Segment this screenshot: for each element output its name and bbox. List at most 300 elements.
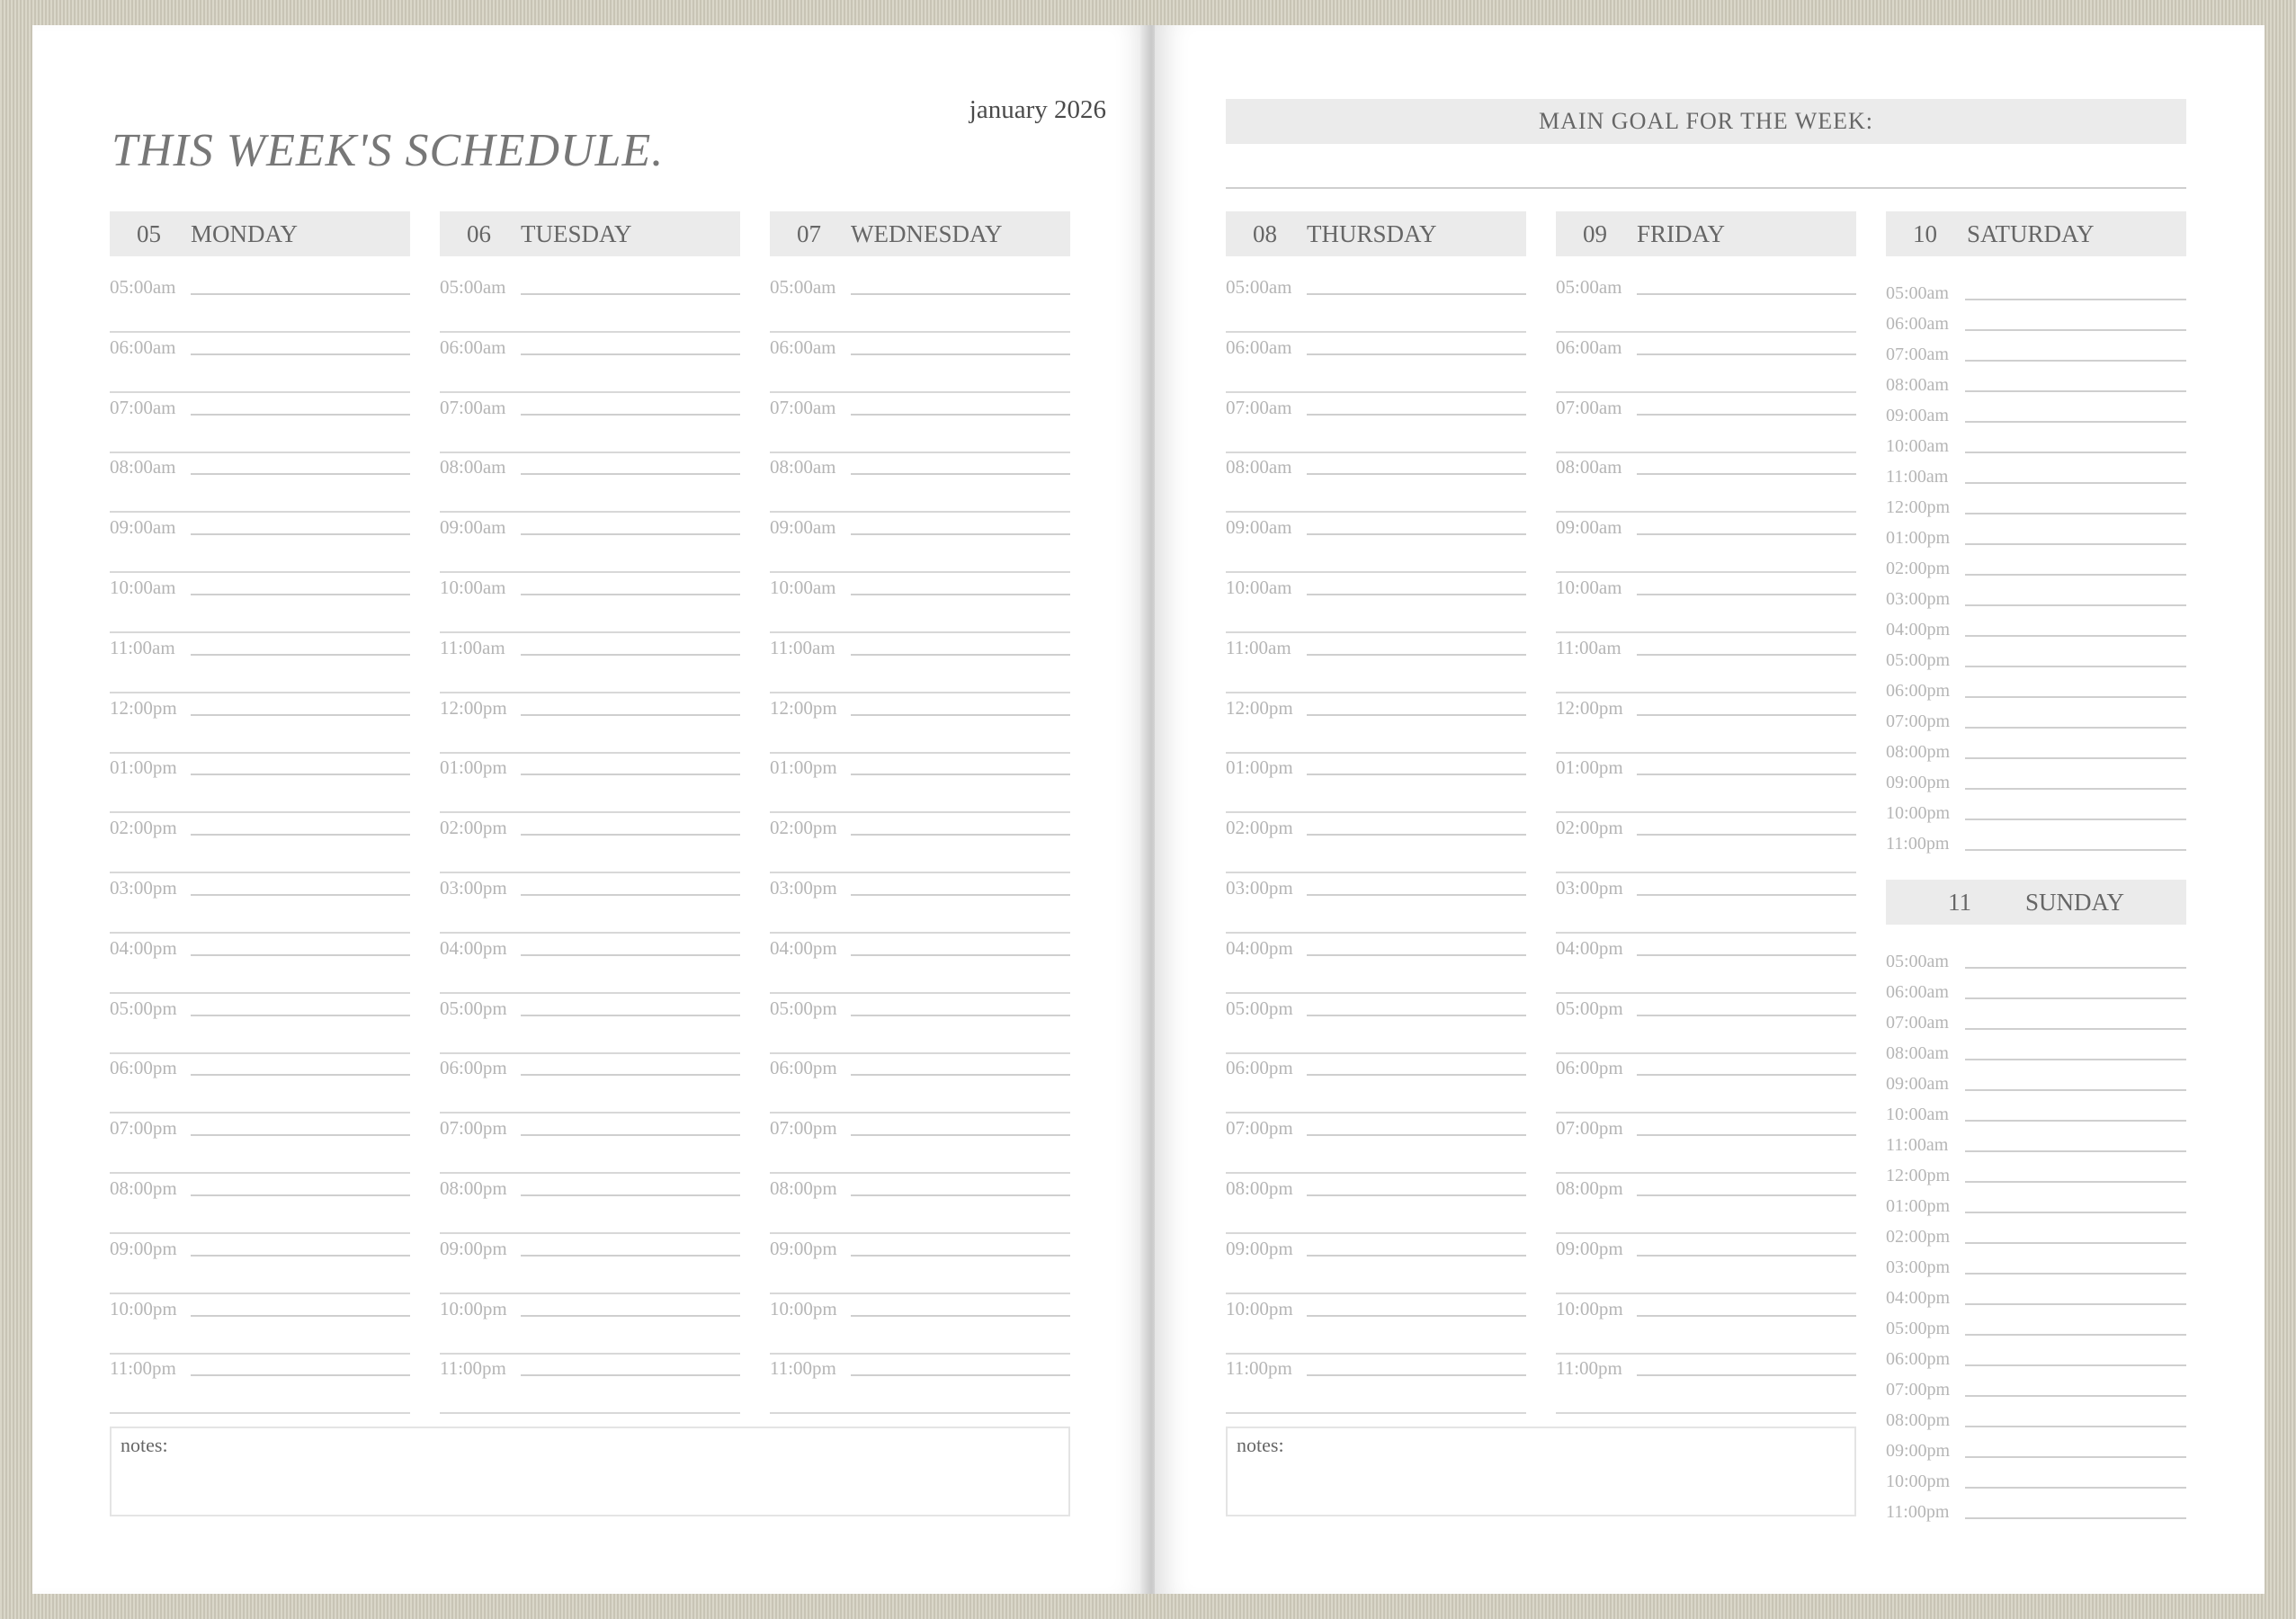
time-label: 07:00pm xyxy=(110,1119,181,1138)
writing-line[interactable] xyxy=(1556,1412,1856,1414)
time-label: 05:00pm xyxy=(1226,999,1297,1018)
writing-line[interactable] xyxy=(521,834,740,836)
writing-line[interactable] xyxy=(1307,894,1526,896)
writing-line[interactable] xyxy=(521,1315,740,1317)
time-label: 07:00pm xyxy=(1226,1119,1297,1138)
writing-line[interactable] xyxy=(1556,811,1856,813)
time-label: 06:00pm xyxy=(1886,682,1953,700)
writing-line[interactable] xyxy=(1307,1194,1526,1196)
writing-line[interactable] xyxy=(770,452,1070,453)
writing-line[interactable] xyxy=(1307,774,1526,775)
writing-line[interactable] xyxy=(191,894,410,896)
time-label: 05:00pm xyxy=(770,999,841,1018)
writing-line[interactable] xyxy=(1637,1374,1856,1376)
writing-line[interactable] xyxy=(770,1353,1070,1355)
time-label: 05:00pm xyxy=(1886,651,1953,669)
notes-box[interactable] xyxy=(1226,1427,1856,1516)
writing-line[interactable] xyxy=(1637,293,1856,295)
time-label: 09:00pm xyxy=(770,1239,841,1258)
time-label: 11:00pm xyxy=(1886,1503,1952,1521)
writing-line[interactable] xyxy=(770,1172,1070,1174)
writing-line[interactable] xyxy=(1556,1232,1856,1234)
writing-line[interactable] xyxy=(191,1315,410,1317)
writing-line[interactable] xyxy=(1307,293,1526,295)
writing-line[interactable] xyxy=(1307,1074,1526,1076)
writing-line[interactable] xyxy=(521,1134,740,1136)
writing-line[interactable] xyxy=(1556,571,1856,573)
writing-line[interactable] xyxy=(851,714,1070,716)
time-label: 06:00am xyxy=(1556,338,1626,357)
writing-line[interactable] xyxy=(1965,1028,2186,1030)
writing-line[interactable] xyxy=(110,452,410,453)
writing-line[interactable] xyxy=(440,872,740,873)
writing-line[interactable] xyxy=(851,414,1070,416)
writing-line[interactable] xyxy=(440,811,740,813)
writing-line[interactable] xyxy=(851,1074,1070,1076)
writing-line[interactable] xyxy=(521,533,740,535)
writing-line[interactable] xyxy=(1307,714,1526,716)
time-label: 11:00am xyxy=(1556,639,1625,657)
writing-line[interactable] xyxy=(770,331,1070,333)
writing-line[interactable] xyxy=(521,1374,740,1376)
time-label: 01:00pm xyxy=(110,758,181,777)
writing-line[interactable] xyxy=(1637,654,1856,656)
time-label: 09:00pm xyxy=(1556,1239,1627,1258)
writing-line[interactable] xyxy=(1637,774,1856,775)
writing-line[interactable] xyxy=(191,1374,410,1376)
writing-line[interactable] xyxy=(440,1172,740,1174)
writing-line[interactable] xyxy=(440,752,740,754)
writing-line[interactable] xyxy=(521,353,740,355)
writing-line[interactable] xyxy=(1637,1255,1856,1257)
writing-line[interactable] xyxy=(770,571,1070,573)
writing-line[interactable] xyxy=(1226,331,1526,333)
time-label: 02:00pm xyxy=(1556,818,1627,837)
writing-line[interactable] xyxy=(1637,834,1856,836)
writing-line[interactable] xyxy=(110,1052,410,1054)
writing-line[interactable] xyxy=(110,752,410,754)
time-label: 07:00am xyxy=(1886,1014,1952,1032)
writing-line[interactable] xyxy=(521,414,740,416)
writing-line[interactable] xyxy=(1307,533,1526,535)
writing-line[interactable] xyxy=(440,452,740,453)
writing-line[interactable] xyxy=(1637,1074,1856,1076)
writing-line[interactable] xyxy=(770,811,1070,813)
writing-line[interactable] xyxy=(851,654,1070,656)
time-label: 10:00am xyxy=(1886,1105,1952,1123)
writing-line[interactable] xyxy=(1556,1112,1856,1114)
writing-line[interactable] xyxy=(1226,811,1526,813)
writing-line[interactable] xyxy=(851,834,1070,836)
writing-line[interactable] xyxy=(1637,714,1856,716)
writing-line[interactable] xyxy=(770,692,1070,693)
time-label: 05:00am xyxy=(440,278,510,297)
time-label: 10:00am xyxy=(110,578,180,597)
time-label: 11:00pm xyxy=(1556,1359,1626,1378)
time-label: 12:00pm xyxy=(770,699,841,718)
writing-line[interactable] xyxy=(851,774,1070,775)
time-label: 12:00pm xyxy=(1556,699,1627,718)
writing-line[interactable] xyxy=(1226,571,1526,573)
writing-line[interactable] xyxy=(1556,992,1856,994)
day-number: 11 xyxy=(1947,888,1971,916)
writing-line[interactable] xyxy=(1965,1150,2186,1152)
writing-line[interactable] xyxy=(191,1015,410,1016)
time-label: 08:00am xyxy=(1886,1044,1952,1062)
writing-line[interactable] xyxy=(110,631,410,633)
writing-line[interactable] xyxy=(1307,1374,1526,1376)
writing-line[interactable] xyxy=(1556,692,1856,693)
time-label: 01:00pm xyxy=(1886,529,1953,547)
time-label: 07:00pm xyxy=(1886,1381,1953,1399)
writing-line[interactable] xyxy=(440,1232,740,1234)
writing-line[interactable] xyxy=(1226,631,1526,633)
time-label: 02:00pm xyxy=(770,818,841,837)
time-label: 10:00pm xyxy=(1226,1300,1297,1319)
writing-line[interactable] xyxy=(1307,1134,1526,1136)
writing-line[interactable] xyxy=(521,774,740,775)
writing-line[interactable] xyxy=(440,571,740,573)
writing-line[interactable] xyxy=(440,692,740,693)
writing-line[interactable] xyxy=(191,654,410,656)
writing-line[interactable] xyxy=(440,1353,740,1355)
writing-line[interactable] xyxy=(1226,1293,1526,1294)
writing-line[interactable] xyxy=(440,1052,740,1054)
writing-line[interactable] xyxy=(110,391,410,393)
writing-line[interactable] xyxy=(1226,511,1526,513)
writing-line[interactable] xyxy=(770,872,1070,873)
writing-line[interactable] xyxy=(440,932,740,934)
writing-line[interactable] xyxy=(851,533,1070,535)
day-name: FRIDAY xyxy=(1637,219,1726,247)
writing-line[interactable] xyxy=(1965,1242,2186,1244)
writing-line[interactable] xyxy=(851,1134,1070,1136)
writing-line[interactable] xyxy=(1965,1426,2186,1427)
writing-line[interactable] xyxy=(191,1255,410,1257)
writing-line[interactable] xyxy=(1965,997,2186,999)
writing-line[interactable] xyxy=(851,1194,1070,1196)
writing-line[interactable] xyxy=(1965,1059,2186,1060)
writing-line[interactable] xyxy=(1637,594,1856,595)
writing-line[interactable] xyxy=(521,293,740,295)
writing-line[interactable] xyxy=(191,293,410,295)
time-label: 08:00am xyxy=(770,458,840,477)
writing-line[interactable] xyxy=(1556,511,1856,513)
time-label: 11:00pm xyxy=(440,1359,510,1378)
time-label: 11:00am xyxy=(1886,1136,1952,1154)
writing-line[interactable] xyxy=(1965,1273,2186,1275)
writing-line[interactable] xyxy=(1637,1015,1856,1016)
schedule-column-friday xyxy=(1556,25,1856,1464)
time-label: 04:00pm xyxy=(770,939,841,958)
month-label: january 2026 xyxy=(969,95,1106,124)
writing-line[interactable] xyxy=(110,1293,410,1294)
writing-line[interactable] xyxy=(1226,932,1526,934)
writing-line[interactable] xyxy=(1965,1395,2186,1397)
time-label: 05:00am xyxy=(110,278,180,297)
time-label: 05:00am xyxy=(770,278,840,297)
writing-line[interactable] xyxy=(110,811,410,813)
writing-line[interactable] xyxy=(1965,1120,2186,1122)
writing-line[interactable] xyxy=(440,1112,740,1114)
time-label: 08:00am xyxy=(440,458,510,477)
time-label: 06:00am xyxy=(440,338,510,357)
writing-line[interactable] xyxy=(1637,1315,1856,1317)
writing-line[interactable] xyxy=(521,1074,740,1076)
writing-line[interactable] xyxy=(851,954,1070,956)
time-label: 02:00pm xyxy=(1886,1228,1953,1246)
writing-line[interactable] xyxy=(1556,1293,1856,1294)
writing-line[interactable] xyxy=(1637,1194,1856,1196)
time-label: 10:00am xyxy=(1886,437,1952,455)
writing-line[interactable] xyxy=(191,473,410,475)
writing-line[interactable] xyxy=(851,1315,1070,1317)
time-label: 08:00pm xyxy=(440,1179,511,1198)
time-label: 08:00pm xyxy=(1226,1179,1297,1198)
writing-line[interactable] xyxy=(440,1293,740,1294)
time-label: 10:00pm xyxy=(1886,804,1953,822)
writing-line[interactable] xyxy=(1556,391,1856,393)
writing-line[interactable] xyxy=(521,714,740,716)
writing-line[interactable] xyxy=(521,594,740,595)
time-label: 10:00pm xyxy=(1886,1472,1953,1490)
writing-line[interactable] xyxy=(1307,834,1526,836)
notes-label: notes: xyxy=(121,1434,168,1456)
writing-line[interactable] xyxy=(191,774,410,775)
writing-line[interactable] xyxy=(1965,1181,2186,1183)
time-label: 03:00pm xyxy=(110,879,181,898)
writing-line[interactable] xyxy=(191,533,410,535)
writing-line[interactable] xyxy=(110,571,410,573)
writing-line[interactable] xyxy=(851,1015,1070,1016)
writing-line[interactable] xyxy=(521,654,740,656)
writing-line[interactable] xyxy=(1307,1315,1526,1317)
time-label: 07:00am xyxy=(1556,398,1626,417)
writing-line[interactable] xyxy=(1226,872,1526,873)
writing-line[interactable] xyxy=(1226,692,1526,693)
writing-line[interactable] xyxy=(1556,631,1856,633)
writing-line[interactable] xyxy=(851,473,1070,475)
time-label: 12:00pm xyxy=(440,699,511,718)
writing-line[interactable] xyxy=(521,1194,740,1196)
writing-line[interactable] xyxy=(1965,1212,2186,1213)
time-label: 03:00pm xyxy=(1886,590,1953,608)
writing-line[interactable] xyxy=(521,1255,740,1257)
time-label: 07:00am xyxy=(440,398,510,417)
writing-line[interactable] xyxy=(770,631,1070,633)
writing-line[interactable] xyxy=(770,1052,1070,1054)
writing-line[interactable] xyxy=(851,894,1070,896)
writing-line[interactable] xyxy=(1226,752,1526,754)
writing-line[interactable] xyxy=(851,1255,1070,1257)
writing-line[interactable] xyxy=(1307,1015,1526,1016)
writing-line[interactable] xyxy=(1556,932,1856,934)
writing-line[interactable] xyxy=(110,1172,410,1174)
writing-line[interactable] xyxy=(521,954,740,956)
writing-line[interactable] xyxy=(1965,967,2186,969)
time-label: 03:00pm xyxy=(1556,879,1627,898)
time-label: 11:00am xyxy=(440,639,509,657)
time-label: 11:00pm xyxy=(770,1359,840,1378)
writing-line[interactable] xyxy=(1226,391,1526,393)
writing-line[interactable] xyxy=(1556,872,1856,873)
writing-line[interactable] xyxy=(1307,353,1526,355)
writing-line[interactable] xyxy=(851,353,1070,355)
writing-line[interactable] xyxy=(110,1412,410,1414)
writing-line[interactable] xyxy=(1965,1334,2186,1336)
time-label: 08:00pm xyxy=(1886,743,1953,761)
writing-line[interactable] xyxy=(1556,1052,1856,1054)
writing-line[interactable] xyxy=(770,932,1070,934)
time-label: 02:00pm xyxy=(1886,559,1953,577)
writing-line[interactable] xyxy=(1226,1172,1526,1174)
writing-line[interactable] xyxy=(1226,992,1526,994)
time-label: 06:00pm xyxy=(1556,1059,1627,1078)
writing-line[interactable] xyxy=(1637,894,1856,896)
writing-line[interactable] xyxy=(1556,331,1856,333)
writing-line[interactable] xyxy=(1965,1517,2186,1519)
writing-line[interactable] xyxy=(191,594,410,595)
time-label: 05:00am xyxy=(1886,953,1952,971)
writing-line[interactable] xyxy=(521,473,740,475)
writing-line[interactable] xyxy=(521,1015,740,1016)
time-label: 06:00am xyxy=(1886,983,1952,1001)
writing-line[interactable] xyxy=(1307,954,1526,956)
writing-line[interactable] xyxy=(1556,1172,1856,1174)
time-label: 01:00pm xyxy=(1556,758,1627,777)
time-label: 03:00pm xyxy=(1886,1258,1953,1276)
writing-line[interactable] xyxy=(191,1134,410,1136)
time-label: 01:00pm xyxy=(770,758,841,777)
writing-line[interactable] xyxy=(110,692,410,693)
writing-line[interactable] xyxy=(1226,1353,1526,1355)
writing-line[interactable] xyxy=(1965,1487,2186,1489)
writing-line[interactable] xyxy=(110,992,410,994)
writing-line[interactable] xyxy=(191,714,410,716)
writing-line[interactable] xyxy=(1556,452,1856,453)
time-label: 03:00pm xyxy=(770,879,841,898)
writing-line[interactable] xyxy=(1637,1134,1856,1136)
writing-line[interactable] xyxy=(191,353,410,355)
time-label: 09:00pm xyxy=(1886,774,1953,792)
time-label: 04:00pm xyxy=(1886,621,1953,639)
writing-line[interactable] xyxy=(110,932,410,934)
writing-line[interactable] xyxy=(440,391,740,393)
writing-line[interactable] xyxy=(521,894,740,896)
time-label: 05:00am xyxy=(1886,284,1952,302)
writing-line[interactable] xyxy=(191,414,410,416)
writing-line[interactable] xyxy=(1637,533,1856,535)
writing-line[interactable] xyxy=(770,752,1070,754)
writing-line[interactable] xyxy=(1556,752,1856,754)
time-label: 12:00pm xyxy=(110,699,181,718)
writing-line[interactable] xyxy=(191,834,410,836)
writing-line[interactable] xyxy=(1226,1112,1526,1114)
time-label: 06:00am xyxy=(1226,338,1296,357)
writing-line[interactable] xyxy=(770,1112,1070,1114)
time-label: 06:00pm xyxy=(440,1059,511,1078)
writing-line[interactable] xyxy=(851,1374,1070,1376)
writing-line[interactable] xyxy=(440,511,740,513)
time-label: 09:00am xyxy=(1556,518,1626,537)
writing-line[interactable] xyxy=(440,1412,740,1414)
writing-line[interactable] xyxy=(1637,954,1856,956)
time-label: 07:00pm xyxy=(440,1119,511,1138)
time-label: 06:00pm xyxy=(110,1059,181,1078)
writing-line[interactable] xyxy=(110,511,410,513)
writing-line[interactable] xyxy=(1307,654,1526,656)
writing-line[interactable] xyxy=(110,1232,410,1234)
time-label: 10:00pm xyxy=(1556,1300,1627,1319)
writing-line[interactable] xyxy=(1965,1364,2186,1366)
writing-line[interactable] xyxy=(1965,1303,2186,1305)
writing-line[interactable] xyxy=(770,391,1070,393)
writing-line[interactable] xyxy=(770,1293,1070,1294)
day-name: SATURDAY xyxy=(1967,219,2095,247)
writing-line[interactable] xyxy=(1965,1089,2186,1091)
time-label: 07:00am xyxy=(770,398,840,417)
writing-line[interactable] xyxy=(191,1194,410,1196)
time-label: 05:00am xyxy=(1226,278,1296,297)
time-label: 06:00pm xyxy=(770,1059,841,1078)
time-label: 07:00am xyxy=(110,398,180,417)
schedule-column-tuesday xyxy=(440,25,740,1464)
writing-line[interactable] xyxy=(1307,594,1526,595)
time-label: 12:00pm xyxy=(1886,498,1953,516)
writing-line[interactable] xyxy=(440,331,740,333)
writing-line[interactable] xyxy=(770,1412,1070,1414)
writing-line[interactable] xyxy=(1965,1456,2186,1458)
writing-line[interactable] xyxy=(110,1353,410,1355)
writing-line[interactable] xyxy=(1226,452,1526,453)
writing-line[interactable] xyxy=(770,1232,1070,1234)
writing-line[interactable] xyxy=(191,954,410,956)
writing-line[interactable] xyxy=(110,872,410,873)
time-label: 10:00am xyxy=(770,578,840,597)
time-label: 05:00am xyxy=(1556,278,1626,297)
notes-box[interactable] xyxy=(110,1427,1070,1516)
writing-line[interactable] xyxy=(1556,1353,1856,1355)
writing-line[interactable] xyxy=(1226,1232,1526,1234)
writing-line[interactable] xyxy=(1307,414,1526,416)
schedule-column-monday xyxy=(110,25,410,1464)
writing-line[interactable] xyxy=(1226,1052,1526,1054)
time-label: 08:00pm xyxy=(770,1179,841,1198)
writing-line[interactable] xyxy=(440,631,740,633)
time-label: 06:00pm xyxy=(1886,1350,1953,1368)
schedule-column-wednesday xyxy=(770,25,1070,1464)
writing-line[interactable] xyxy=(851,594,1070,595)
writing-line[interactable] xyxy=(770,511,1070,513)
right-page xyxy=(1155,25,2265,1594)
writing-line[interactable] xyxy=(440,992,740,994)
writing-line[interactable] xyxy=(1637,414,1856,416)
writing-line[interactable] xyxy=(1637,473,1856,475)
writing-line[interactable] xyxy=(1307,1255,1526,1257)
writing-line[interactable] xyxy=(1637,353,1856,355)
writing-line[interactable] xyxy=(770,992,1070,994)
day-number: 09 xyxy=(1583,219,1607,247)
writing-line[interactable] xyxy=(110,1112,410,1114)
day-name: MONDAY xyxy=(191,219,299,247)
day-number: 10 xyxy=(1913,219,1937,247)
writing-line[interactable] xyxy=(1307,473,1526,475)
writing-line[interactable] xyxy=(851,293,1070,295)
writing-line[interactable] xyxy=(191,1074,410,1076)
writing-line[interactable] xyxy=(110,331,410,333)
time-label: 04:00pm xyxy=(1886,1289,1953,1307)
writing-line[interactable] xyxy=(1226,1412,1526,1414)
